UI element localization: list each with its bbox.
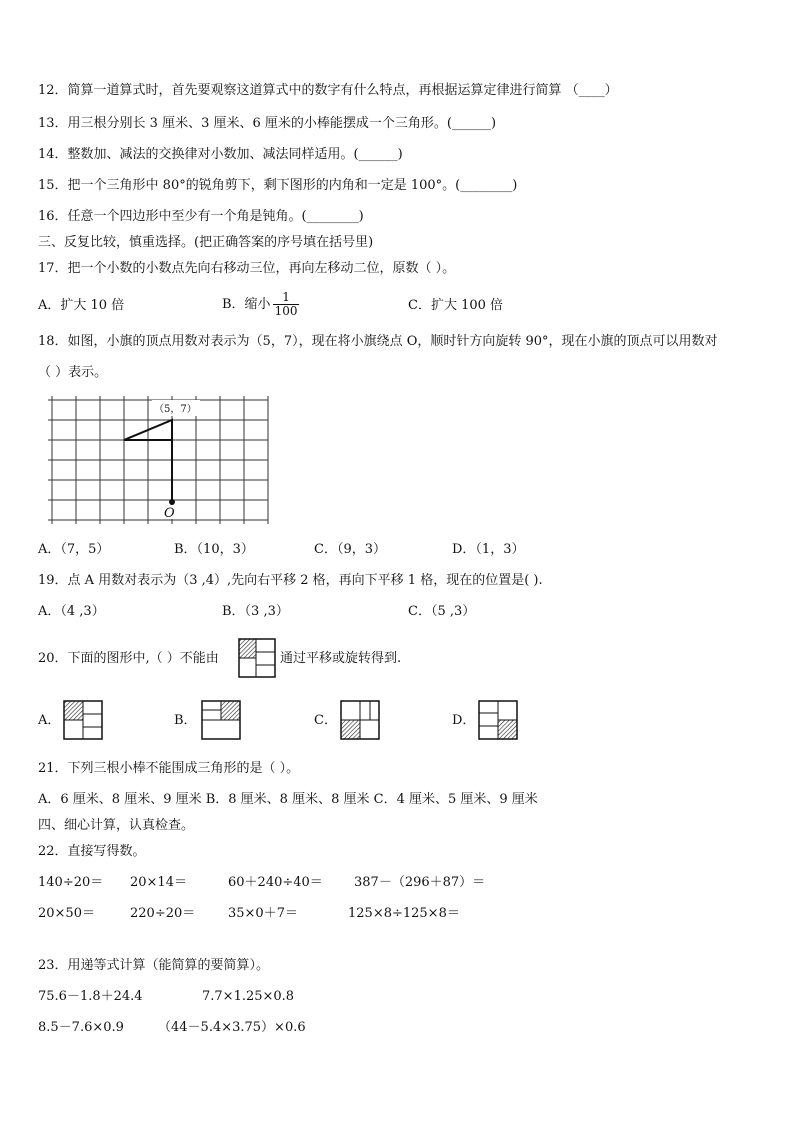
- q17-option-c: C．扩大 100 倍: [408, 298, 504, 313]
- q20-option-c-figure: [340, 700, 380, 740]
- q19-option-a: A．（4 ,3）: [38, 604, 105, 619]
- q20-option-a-label: A．: [38, 713, 61, 728]
- q18-option-b: B．（10，3）: [174, 542, 254, 557]
- q18-grid-figure: [48, 396, 274, 528]
- q20-option-c-label: C．: [314, 713, 337, 728]
- question-20-stem-post: 通过平移或旋转得到.: [280, 651, 402, 666]
- section-4-heading: 四、细心计算，认真检查。: [38, 818, 195, 833]
- q23-row2-item1: 8.5－7.6×0.9: [38, 1020, 124, 1035]
- q20-option-b-label: B．: [174, 713, 197, 728]
- q19-option-c: C．（5 ,3）: [408, 604, 476, 619]
- q23-row2-item2: （44－5.4×3.75）×0.6: [158, 1020, 306, 1035]
- q20-option-a-figure: [63, 700, 103, 740]
- q23-row1-item1: 75.6－1.8＋24.4: [38, 989, 143, 1004]
- q22-row1-item2: 20×14＝: [130, 875, 187, 890]
- q20-option-d-figure: [478, 700, 518, 740]
- q20-reference-figure: [238, 638, 276, 678]
- question-12: 12．简算一道算式时，首先要观察这道算式中的数字有什么特点，再根据运算定律进行简算 （____）: [38, 83, 618, 98]
- q18-option-d: D．（1，3）: [452, 542, 525, 557]
- q17-fraction: [273, 291, 300, 318]
- question-22-stem: 22．直接写得数。: [38, 844, 146, 859]
- q17-fraction-numerator: 1: [273, 291, 300, 305]
- question-18-stem-line1: 18．如图，小旗的顶点用数对表示为（5，7），现在将小旗绕点 O，顺时针方向旋转 90°，现在小旗的顶点可以用数对: [38, 334, 718, 349]
- q22-row2-item2: 220÷20＝: [130, 906, 196, 921]
- q22-row2-item1: 20×50＝: [38, 906, 95, 921]
- q22-row1-item1: 140÷20＝: [38, 875, 104, 890]
- question-16: 16．任意一个四边形中至少有一个角是钝角。(________): [38, 209, 364, 224]
- question-14: 14．整数加、减法的交换律对小数加、减法同样适用。(______): [38, 147, 403, 162]
- question-20-stem-pre: 20．下面的图形中,（ ）不能由: [38, 651, 219, 666]
- origin-point: [169, 499, 175, 505]
- question-18-stem-line2: （ ）表示。: [38, 365, 108, 380]
- q18-option-a: A．（7，5）: [38, 542, 110, 557]
- q18-option-c: C．（9，3）: [314, 542, 386, 557]
- q22-row1-item4: 387－（296＋87）＝: [354, 875, 486, 890]
- origin-label: O: [164, 506, 175, 521]
- question-13: 13．用三根分别长 3 厘米、3 厘米、6 厘米的小棒能摆成一个三角形。(______): [38, 116, 497, 131]
- q22-row2-item4: 125×8÷125×8＝: [348, 906, 460, 921]
- question-19-stem: 19．点 A 用数对表示为（3 ,4）,先向右平移 2 格，再向下平移 1 格，现在的位置是( ).: [38, 573, 543, 588]
- question-15: 15．把一个三角形中 80°的锐角剪下，剩下图形的内角和一定是 100°。(________): [38, 178, 518, 193]
- q22-row1-item3: 60＋240÷40＝: [228, 875, 323, 890]
- q21-options: A．6 厘米、8 厘米、9 厘米 B．8 厘米、8 厘米、8 厘米 C．4 厘米、5 厘米、9 厘米: [38, 792, 538, 807]
- q19-option-b: B．（3 ,3）: [222, 604, 289, 619]
- q23-row1-item2: 7.7×1.25×0.8: [202, 989, 295, 1004]
- q20-option-d-label: D．: [452, 713, 476, 728]
- question-21-stem: 21．下列三根小棒不能围成三角形的是（ ）。: [38, 761, 300, 776]
- q17-fraction-denominator: 100: [274, 304, 298, 318]
- question-17-stem: 17．把一个小数的小数点先向右移动三位，再向左移动二位，原数（ ）。: [38, 261, 456, 276]
- q17-option-b: [222, 287, 299, 323]
- question-23-stem: 23．用递等式计算（能简算的要简算）。: [38, 958, 270, 973]
- q17-option-a: A．扩大 10 倍: [38, 298, 125, 313]
- q22-row2-item3: 35×0＋7＝: [228, 906, 298, 921]
- q20-option-b-figure: [201, 700, 241, 740]
- flag-vertex-label: （5，7）: [154, 404, 197, 415]
- section-3-heading: 三、反复比较，慎重选择。(把正确答案的序号填在括号里): [38, 235, 374, 250]
- q17-option-b-label: B．缩小: [222, 297, 271, 312]
